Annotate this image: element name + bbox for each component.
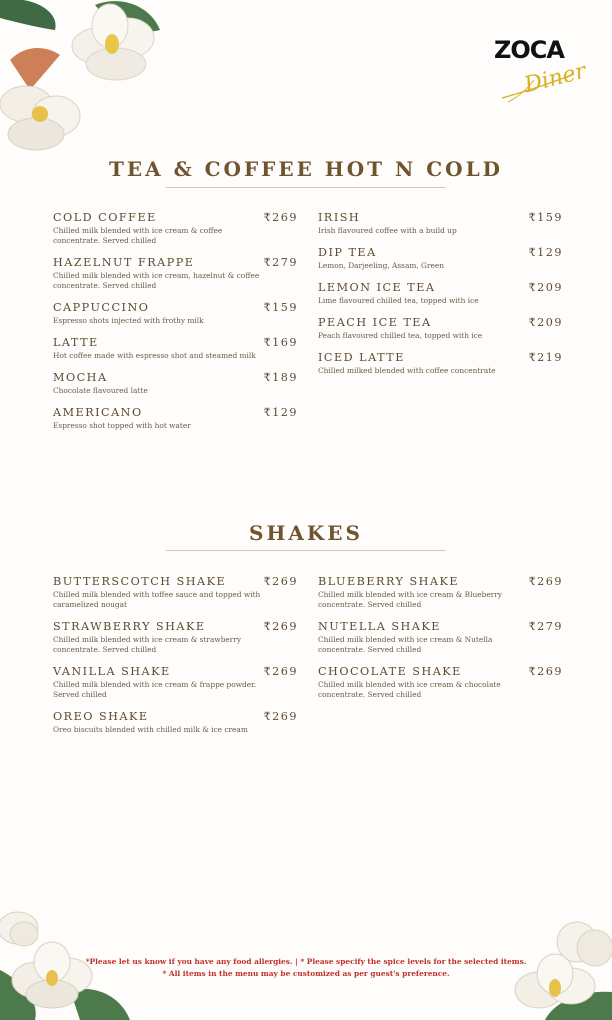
menu-item-description: Chilled milk blended with ice cream & chocolate concentrate. Served chilled <box>318 680 501 699</box>
menu-item-name: NUTELLA SHAKE <box>318 620 441 633</box>
menu-item <box>318 620 563 655</box>
menu-item-price: ₹269 <box>263 575 298 588</box>
menu-item-name: CHOCOLATE SHAKE <box>318 665 462 678</box>
menu-item <box>318 211 563 236</box>
menu-item-description: Lemon, Darjeeling, Assam, Green <box>318 261 444 270</box>
brand-logo <box>494 36 589 106</box>
menu-item-price: ₹269 <box>528 575 563 588</box>
menu-item-description: Chilled milk blended with ice cream & strawberry concentrate. Served chilled <box>53 635 242 654</box>
menu-item <box>53 710 298 735</box>
menu-item-name: BUTTERSCOTCH SHAKE <box>53 575 227 588</box>
menu-item-price: ₹189 <box>263 371 298 384</box>
menu-item-name: MOCHA <box>53 371 108 384</box>
menu-item-price: ₹159 <box>528 211 563 224</box>
menu-item-price: ₹219 <box>528 351 563 364</box>
menu-item <box>318 246 563 271</box>
menu-item-description: Chocolate flavoured latte <box>53 386 148 395</box>
menu-item-price: ₹129 <box>528 246 563 259</box>
menu-item-price: ₹269 <box>263 620 298 633</box>
menu-item-description: Chilled milk blended with ice cream, hazelnut & coffee concentrate. Served chilled <box>53 271 260 290</box>
footer-customization-note: * All items in the menu may be customized as per guest's preference. <box>162 969 450 978</box>
menu-item-name: LATTE <box>53 336 99 349</box>
menu-item-name: DIP TEA <box>318 246 377 259</box>
menu-item-description: Irish flavoured coffee with a build up <box>318 226 457 235</box>
menu-item-price: ₹159 <box>263 301 298 314</box>
section-title-shakes: SHAKES <box>249 521 363 545</box>
menu-item-description: Hot coffee made with espresso shot and steamed milk <box>53 351 256 360</box>
menu-item-name: BLUEBERRY SHAKE <box>318 575 459 588</box>
menu-item-price: ₹209 <box>528 281 563 294</box>
menu-item-name: LEMON ICE TEA <box>318 281 436 294</box>
menu-item-price: ₹279 <box>263 256 298 269</box>
menu-item <box>53 575 298 610</box>
menu-item-name: PEACH ICE TEA <box>318 316 432 329</box>
menu-item-description: Peach flavoured chilled tea, topped with ice <box>318 331 483 340</box>
menu-item <box>318 281 563 306</box>
menu-item <box>53 620 298 655</box>
menu-item-description: Espresso shots injected with frothy milk <box>53 316 204 325</box>
menu-item-name: OREO SHAKE <box>53 710 149 723</box>
menu-item-price: ₹269 <box>263 710 298 723</box>
menu-item-description: Chilled milked blended with coffee concentrate <box>318 366 496 375</box>
menu-item-description: Oreo biscuits blended with chilled milk & ice cream <box>53 725 248 734</box>
menu-item-name: STRAWBERRY SHAKE <box>53 620 206 633</box>
menu-item-description: Chilled milk blended with ice cream & Blueberry concentrate. Served chilled <box>318 590 502 609</box>
menu-column-right <box>318 575 563 710</box>
logo-script: Diner <box>521 58 589 99</box>
menu-item-description: Chilled milk blended with ice cream & Nutella concentrate. Served chilled <box>318 635 493 654</box>
section-title-tea-coffee: TEA & COFFEE HOT N COLD <box>109 157 503 181</box>
menu-item <box>53 406 298 431</box>
menu-item <box>53 665 298 700</box>
magnolia-flower-top-left-icon <box>0 0 180 160</box>
menu-item-description: Lime flavoured chilled tea, topped with ice <box>318 296 479 305</box>
menu-item-name: COLD COFFEE <box>53 211 157 224</box>
menu-item-price: ₹169 <box>263 336 298 349</box>
menu-item <box>318 575 563 610</box>
menu-column-left <box>53 575 298 745</box>
menu-item-name: CAPPUCCINO <box>53 301 150 314</box>
menu-item <box>53 256 298 291</box>
menu-item-description: Chilled milk blended with toffee sauce and topped with caramelized nougat <box>53 590 261 609</box>
menu-item <box>318 665 563 700</box>
logo-wordmark: ZOCA <box>494 36 564 64</box>
menu-item-description: Espresso shot topped with hot water <box>53 421 191 430</box>
footer-allergy-note: *Please let us know if you have any food allergies. | * Please specify the spice levels for the selected items. <box>85 957 527 966</box>
menu-item-name: ICED LATTE <box>318 351 405 364</box>
menu-item-name: VANILLA SHAKE <box>53 665 171 678</box>
menu-item <box>53 371 298 396</box>
section-divider <box>166 550 446 551</box>
menu-item-name: AMERICANO <box>53 406 143 419</box>
menu-item-name: HAZELNUT FRAPPE <box>53 256 195 269</box>
menu-item <box>318 351 563 376</box>
menu-column-left <box>53 211 298 441</box>
menu-item <box>318 316 563 341</box>
footer-notes <box>70 956 542 980</box>
menu-item-name: IRISH <box>318 211 361 224</box>
menu-item <box>53 211 298 246</box>
menu-item-description: Chilled milk blended with ice cream & coffee concentrate. Served chilled <box>53 226 223 245</box>
menu-item-price: ₹279 <box>528 620 563 633</box>
menu-item-price: ₹209 <box>528 316 563 329</box>
section-divider <box>166 187 446 188</box>
menu-item-price: ₹269 <box>263 665 298 678</box>
menu-item-price: ₹269 <box>528 665 563 678</box>
menu-item <box>53 301 298 326</box>
menu-item-price: ₹129 <box>263 406 298 419</box>
menu-item-price: ₹269 <box>263 211 298 224</box>
menu-item-description: Chilled milk blended with ice cream & frappe powder. Served chilled <box>53 680 257 699</box>
menu-item <box>53 336 298 361</box>
menu-column-right <box>318 211 563 386</box>
